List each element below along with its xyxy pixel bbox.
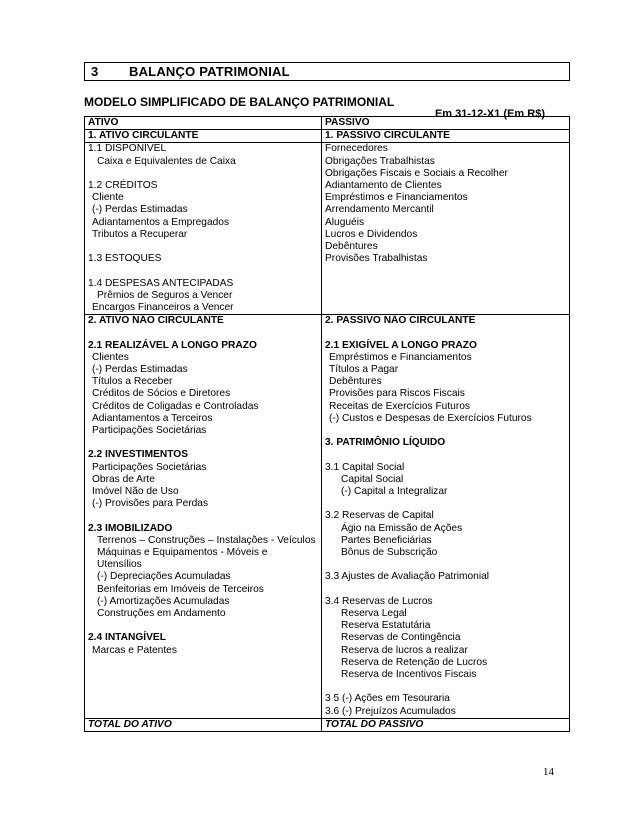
- investimentos-label: 2.2 INVESTIMENTOS: [88, 449, 189, 461]
- imobilizado-label: 2.3 IMOBILIZADO: [88, 522, 173, 534]
- exigivel-item: Receitas de Exercícios Futuros: [329, 400, 470, 412]
- realizavel-item: Títulos a Receber: [92, 376, 173, 388]
- total-ativo: TOTAL DO ATIVO: [85, 718, 322, 731]
- realizavel-item: Clientes: [92, 351, 129, 363]
- exigivel-item: (-) Custos e Despesas de Exercícios Futuros: [329, 412, 532, 424]
- reservas-lucros-item: Reserva Estatutária: [341, 620, 431, 632]
- imobilizado-item: Benfeitorias em Imóveis de Terceiros: [97, 583, 264, 595]
- nao-circulante-row: [85, 315, 570, 719]
- reservas-capital-label: 3.2 Reservas de Capital: [325, 510, 434, 522]
- section-heading: [84, 62, 570, 81]
- reservas-lucros-item: Reserva de lucros a realizar: [341, 644, 468, 656]
- spacer: [325, 681, 566, 693]
- passivo-item: Aluguéis: [325, 216, 365, 228]
- reservas-lucros-item: Reserva de Incentivos Fiscais: [341, 669, 477, 680]
- realizavel-item: Participações Societárias: [92, 425, 207, 437]
- encargos-label: Encargos Financeiros a Vencer: [92, 302, 234, 313]
- ativo-circulante-cell: [85, 143, 322, 315]
- spacer: [325, 425, 566, 437]
- circulante-title-row: [85, 130, 570, 143]
- intangivel-label: 2.4 INTANGÍVEL: [88, 632, 166, 644]
- passivo-item: Obrigações Fiscais e Sociais a Recolher: [325, 167, 508, 179]
- ativo-nao-circulante-title: 2. ATIVO NÃO CIRCULANTE: [88, 315, 224, 327]
- spacer: [325, 559, 566, 571]
- reservas-capital-item: Ágio na Emissão de Ações: [341, 522, 463, 534]
- spacer: [88, 327, 318, 339]
- passivo-item: Fornecedores: [325, 143, 388, 155]
- imobilizado-item: Máquinas e Equipamentos - Móveis e Utensílios: [97, 547, 268, 571]
- ativo-header: ATIVO: [85, 117, 322, 130]
- spacer: [325, 327, 566, 339]
- total-passivo: TOTAL DO PASSIVO: [322, 718, 570, 731]
- passivo-item: Arrendamento Mercantil: [325, 204, 434, 216]
- imobilizado-item: (-) Depreciações Acumuladas: [97, 571, 231, 583]
- exigivel-item: Empréstimos e Financiamentos: [329, 351, 472, 363]
- passivo-circulante-title: 1. PASSIVO CIRCULANTE: [322, 130, 570, 143]
- disponivel-label: 1.1 DISPONÍVEL: [88, 143, 167, 155]
- tributos-label: Tributos a Recuperar: [92, 228, 188, 240]
- passivo-nao-circulante-cell: [322, 315, 570, 719]
- realizavel-item: Adiantamentos a Terceiros: [92, 412, 213, 424]
- reservas-capital-item: Partes Beneficiárias: [341, 534, 432, 546]
- perdas-label: (-) Perdas Estimadas: [92, 204, 188, 216]
- reservas-lucros-label: 3.4 Reservas de Lucros: [325, 595, 433, 607]
- passivo-header: PASSIVO: [322, 117, 570, 130]
- date-label: Em 31-12-X1 (Em R$): [434, 108, 545, 120]
- passivo-item: Adiantamento de Clientes: [325, 180, 442, 192]
- clientes-label: Cliente: [92, 192, 124, 204]
- spacer: [325, 498, 566, 510]
- despesas-label: 1.4 DESPESAS ANTECIPADAS: [88, 277, 234, 289]
- creditos-label: 1.2 CRÉDITOS: [88, 180, 158, 191]
- document-subtitle: MODELO SIMPLIFICADO DE BALANÇO PATRIMONIAL: [84, 95, 395, 109]
- section-title: BALANÇO PATRIMONIAL: [129, 64, 290, 79]
- passivo-item: Lucros e Dividendos: [325, 228, 418, 240]
- exigivel-item: Títulos a Pagar: [329, 364, 399, 375]
- passivo-item: Provisões Trabalhistas: [325, 253, 428, 265]
- investimentos-item: Imóvel Não de Uso: [92, 486, 179, 498]
- totals-row: [85, 718, 570, 731]
- prejuizos-label: 3.6 (-) Prejuízos Acumulados: [325, 705, 456, 717]
- reservas-capital-item: Bônus de Subscrição: [341, 547, 438, 558]
- passivo-circulante-cell: [322, 143, 570, 315]
- passivo-item: Obrigações Trabalhistas: [325, 155, 435, 167]
- spacer: [88, 437, 318, 449]
- pl-label: 3. PATRIMÔNIO LÍQUIDO: [325, 437, 446, 449]
- spacer: [88, 241, 318, 253]
- intangivel-item: Marcas e Patentes: [92, 644, 177, 656]
- spacer: [88, 168, 318, 180]
- reservas-lucros-item: Reservas de Contingência: [341, 632, 461, 644]
- ajustes-label: 3.3 Ajustes de Avaliação Patrimonial: [325, 571, 490, 583]
- circulante-content-row: [85, 143, 570, 315]
- capital-label: 3.1 Capital Social: [325, 461, 405, 473]
- realizavel-item: (-) Perdas Estimadas: [92, 364, 188, 375]
- section-number: 3: [91, 64, 99, 79]
- imobilizado-item: (-) Amortizações Acumuladas: [97, 595, 230, 607]
- exigivel-item: Debêntures: [329, 376, 382, 388]
- caixa-label: Caixa e Equivalentes de Caixa: [97, 155, 236, 167]
- imobilizado-item: Terrenos – Construções – Instalações - Veículos: [97, 534, 316, 546]
- adiantamentos-label: Adiantamentos a Empregados: [92, 216, 230, 228]
- investimentos-item: Obras de Arte: [92, 473, 155, 485]
- spacer: [325, 584, 566, 596]
- ativo-circulante-title: 1. ATIVO CIRCULANTE: [85, 130, 322, 143]
- premios-label: Prêmios de Seguros a Vencer: [97, 289, 233, 301]
- spacer: [88, 510, 318, 522]
- reservas-lucros-item: Reserva Legal: [341, 607, 407, 619]
- estoques-label: 1.3 ESTOQUES: [88, 253, 162, 265]
- reservas-lucros-item: Reserva de Retenção de Lucros: [341, 656, 488, 668]
- spacer: [325, 449, 566, 461]
- capital-item: (-) Capital a Integralizar: [341, 486, 448, 497]
- capital-item: Capital Social: [341, 473, 404, 485]
- page-number: 14: [543, 766, 554, 778]
- exigivel-label: 2.1 EXIGÍVEL A LONGO PRAZO: [325, 339, 477, 351]
- investimentos-item: (-) Provisões para Perdas: [92, 498, 209, 510]
- investimentos-item: Participações Societárias: [92, 461, 207, 473]
- passivo-nao-circulante-title: 2. PASSIVO NÃO CIRCULANTE: [325, 315, 476, 327]
- imobilizado-item: Construções em Andamento: [97, 608, 226, 620]
- realizavel-item: Créditos de Sócios e Diretores: [92, 388, 231, 400]
- balance-sheet-table: [84, 116, 570, 732]
- acoes-tesouraria-label: 3 5 (-) Ações em Tesouraria: [325, 693, 450, 705]
- spacer: [88, 265, 318, 277]
- realizavel-item: Créditos de Coligadas e Controladas: [92, 400, 259, 412]
- header-row: [85, 117, 570, 130]
- spacer: [88, 620, 318, 632]
- exigivel-item: Provisões para Riscos Fiscais: [329, 388, 465, 400]
- realizavel-label: 2.1 REALIZÁVEL A LONGO PRAZO: [88, 339, 257, 351]
- passivo-item: Debêntures: [325, 241, 378, 253]
- passivo-item: Empréstimos e Financiamentos: [325, 192, 468, 204]
- ativo-nao-circulante-cell: [85, 315, 322, 719]
